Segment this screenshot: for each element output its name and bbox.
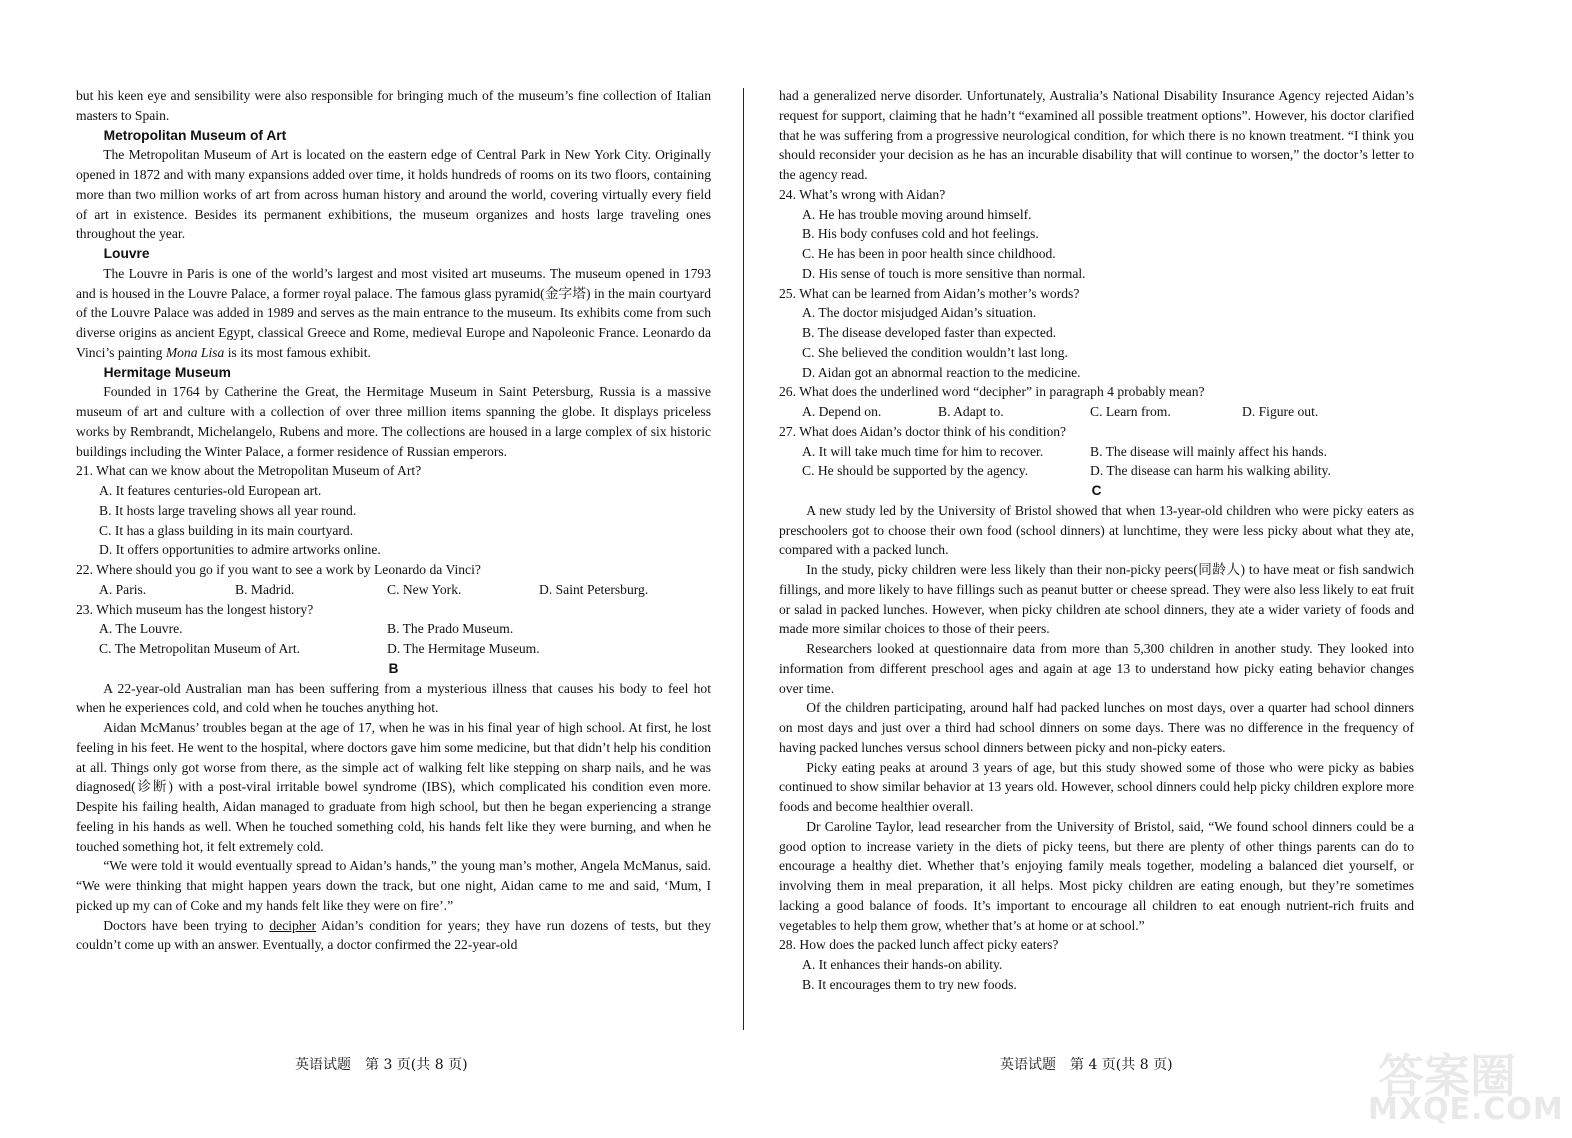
paragraph: Picky eating peaks at around 3 years of age, but this study showed some of those who were picky as babies continued to show similar behavior at 13 years old. However, school dinners could help picky children explore more foods and become healthier overall. [779, 759, 1414, 814]
heading-metropolitan: Metropolitan Museum of Art [103, 127, 287, 143]
option: C. The Metropolitan Museum of Art. [99, 641, 300, 656]
option: A. It features centuries-old European art. [99, 483, 322, 498]
paragraph: Dr Caroline Taylor, lead researcher from the University of Bristol, said, “We found school dinners could be a good option to increase variety in the diets of picky teens, but there are plenty of other things parents can do to encourage a healthy diet. Whether that’s enjoying family meals together, modeling a balanced diet yourself, or involving them in meal preparation, it all helps. Most picky children are eating enough, but they’re sometimes lacking a good balance of foods. It’s important to encourage all children to eat enough nutrient-rich fruits and vegetables to help them grow, whether that’s at home or at school.” [779, 818, 1414, 933]
heading-hermitage: Hermitage Museum [103, 364, 231, 380]
option: C. He should be supported by the agency. [802, 463, 1029, 479]
left-page-column [76, 86, 711, 955]
watermark-text: 答案圈 [1378, 1049, 1516, 1103]
options-row [779, 402, 1414, 422]
page-footer-right: 英语试题 第 4 页(共 8 页) [1000, 1057, 1173, 1073]
option: D. It offers opportunities to admire artworks online. [99, 542, 381, 558]
option: D. Saint Petersburg. [539, 581, 649, 597]
option: A. The Louvre. [99, 621, 183, 637]
question-26: 26. What does the underlined word “decipher” in paragraph 4 probably mean? [779, 384, 1205, 400]
option: A. He has trouble moving around himself. [802, 206, 1032, 222]
options-row [76, 639, 711, 659]
option: B. The disease developed faster than expected. [802, 325, 1057, 340]
option: D. The disease can harm his walking ability. [1090, 463, 1331, 479]
watermark-logo [1358, 1040, 1564, 1130]
option: D. His sense of touch is more sensitive than normal. [802, 265, 1086, 281]
option: B. It hosts large traveling shows all year round. [99, 502, 357, 518]
heading-louvre: Louvre [103, 246, 150, 261]
section-c-label: C [1091, 483, 1102, 498]
option: B. The disease will mainly affect his hands. [1090, 443, 1327, 459]
text-span: Doctors have been trying to [103, 917, 270, 933]
option: C. He has been in poor health since childhood. [802, 246, 1056, 261]
option: A. The doctor misjudged Aidan’s situation. [802, 305, 1037, 321]
page-footer-left: 英语试题 第 3 页(共 8 页) [295, 1057, 468, 1073]
option: C. She believed the condition wouldn’t last long. [802, 344, 1068, 360]
paragraph: had a generalized nerve disorder. Unfortunately, Australia’s National Disability Insurance Agency rejected Aidan’s request for support, claiming that he hadn’t “examined all possible treatment options”. However, his doctor clarified that he was suffering from a progressive neurological condition, for which there is no known treatment. “I think you should reconsider your decision as he has an incurable disability that will continue to worsen,” the doctor’s letter to the agency read. [779, 88, 1414, 182]
question-28: 28. How does the packed lunch affect picky eaters? [779, 937, 1059, 953]
option: C. Learn from. [1090, 404, 1171, 419]
question-25: 25. What can be learned from Aidan’s mother’s words? [779, 285, 1080, 301]
paragraph: Founded in 1764 by Catherine the Great, the Hermitage Museum in Saint Petersburg, Russia is a massive museum of art and culture with a collection of over three million items spanning the globe. It displays priceless works by Rembrandt, Michelangelo, Rubens and more. The collections are housed in a large complex of six historic buildings including the Winter Palace, a former residence of Russian emperors. [76, 384, 711, 459]
question-24: 24. What’s wrong with Aidan? [779, 186, 946, 202]
paragraph: In the study, picky children were less likely than their non-picky peers(同龄人) to have meat or fish sandwich fillings, and more likely to have fillings such as peanut butter or cheese spread. They were also less likely to eat fruit or salad in packed lunches. However, when picky children ate school dinners, they ate a wider variety of foods and made more similar choices to those of their peers. [779, 562, 1414, 637]
question-23: 23. Which museum has the longest history? [76, 601, 314, 617]
options-row [76, 580, 711, 600]
option: D. Aidan got an abnormal reaction to the medicine. [802, 364, 1081, 380]
right-page-column [779, 86, 1414, 995]
text-span: The Louvre in Paris is one of the world’s largest and most visited art museums. The museum opened in 1793 and is housed in the Louvre Palace, a former royal palace. The famous glass pyramid(金字塔) in the main courtyard of the Louvre Palace was added in 1989 and serves as the main entrance to the museum. Its exhibits come from such diverse origins as ancient Egypt, classical Greece and Rome, medieval Europe and Napoleonic France. Leonardo da Vinci’s painting [76, 265, 711, 360]
option: B. Adapt to. [938, 404, 1004, 419]
text-span: Aidan’s condition for years; they have run dozens of tests, but they couldn’t come up with an answer. Eventually, a doctor confirmed the 22-year-old [76, 917, 711, 953]
option: A. It will take much time for him to recover. [802, 443, 1044, 459]
paragraph: A 22-year-old Australian man has been suffering from a mysterious illness that causes his body to feel hot when he experiences cold, and cold when he touches anything hot. [76, 680, 711, 716]
question-22: 22. Where should you go if you want to see a work by Leonardo da Vinci? [76, 562, 481, 577]
options-row [779, 442, 1414, 462]
paragraph: The Metropolitan Museum of Art is located on the eastern edge of Central Park in New York City. Originally opened in 1872 and with many expansions added over time, it holds hundreds of rooms on its two floors, containing more than two million works of art from across human history and around the world, covering virtually every field of art in existence. Besides its permanent exhibitions, the museum organizes and hosts large traveling ones throughout the year. [76, 147, 711, 242]
option: C. New York. [387, 581, 462, 597]
option: B. Madrid. [235, 581, 295, 597]
option: A. It enhances their hands-on ability. [802, 957, 1003, 972]
paragraph [76, 264, 711, 363]
question-27: 27. What does Aidan’s doctor think of his condition? [779, 423, 1067, 439]
option: B. It encourages them to try new foods. [802, 976, 1017, 992]
paragraph [76, 916, 711, 956]
paragraph: Aidan McManus’ troubles began at the age of 17, when he was in his final year of high school. At first, he lost feeling in his feet. He went to the hospital, where doctors gave him some medicine, but that didn’t help his condition at all. Things only got worse from there, as the simple act of walking felt like stepping on sharp nails, and he was diagnosed(诊断) with a post-viral irritable bowel syndrome (IBS), which complicated his condition even more. Despite his failing health, Aidan managed to graduate from high school, but then he began experiencing a strange feeling in his hands as well. When he touched something cold, his hands felt like they were burning, and when he touched something hot, it felt extremely cold. [76, 720, 711, 854]
italic-title: Mona Lisa [165, 344, 225, 360]
option: B. His body confuses cold and hot feelings. [802, 226, 1039, 242]
paragraph: “We were told it would eventually spread to Aidan’s hands,” the young man’s mother, Angela McManus, said. “We were thinking that might happen years down the track, but one night, Aidan came to me and said, ‘Mum, I picked up my can of Coke and my hands felt like they were on fire’.” [76, 858, 711, 913]
option: A. Depend on. [802, 404, 882, 419]
section-b-label: B [388, 660, 399, 676]
underlined-word: decipher [269, 917, 317, 933]
paragraph: but his keen eye and sensibility were also responsible for bringing much of the museum’s fine collection of Italian masters to Spain. [76, 88, 711, 123]
paragraph: Researchers looked at questionnaire data from more than 5,300 children in another study. They looked into information from different preschool ages and again at age 13 to understand how picky eating behavior changes over time. [779, 641, 1414, 696]
text-span: is its most famous exhibit. [224, 344, 371, 360]
paragraph: A new study led by the University of Bristol showed that when 13-year-old children who were picky eaters as preschoolers got to choose their own food (school dinners) at lunchtime, they were less picky about what they ate, compared with a packed lunch. [779, 502, 1414, 558]
option: D. The Hermitage Museum. [387, 641, 540, 656]
option: D. Figure out. [1242, 404, 1319, 419]
question-21: 21. What can we know about the Metropolitan Museum of Art? [76, 463, 422, 479]
option: C. It has a glass building in its main courtyard. [99, 522, 354, 538]
options-row [76, 619, 711, 639]
paragraph: Of the children participating, around half had packed lunches on most days, over a quarter had school dinners on most days and just over a third had school dinners on some days. There was no difference in the frequency of having packed lunches versus school dinners between picky and non-picky eaters. [779, 700, 1414, 755]
watermark-url: MXQE.COM [1368, 1092, 1564, 1127]
option: B. The Prado Museum. [387, 621, 514, 637]
options-row [779, 461, 1414, 481]
page-divider [743, 88, 744, 1030]
option: A. Paris. [99, 581, 147, 597]
